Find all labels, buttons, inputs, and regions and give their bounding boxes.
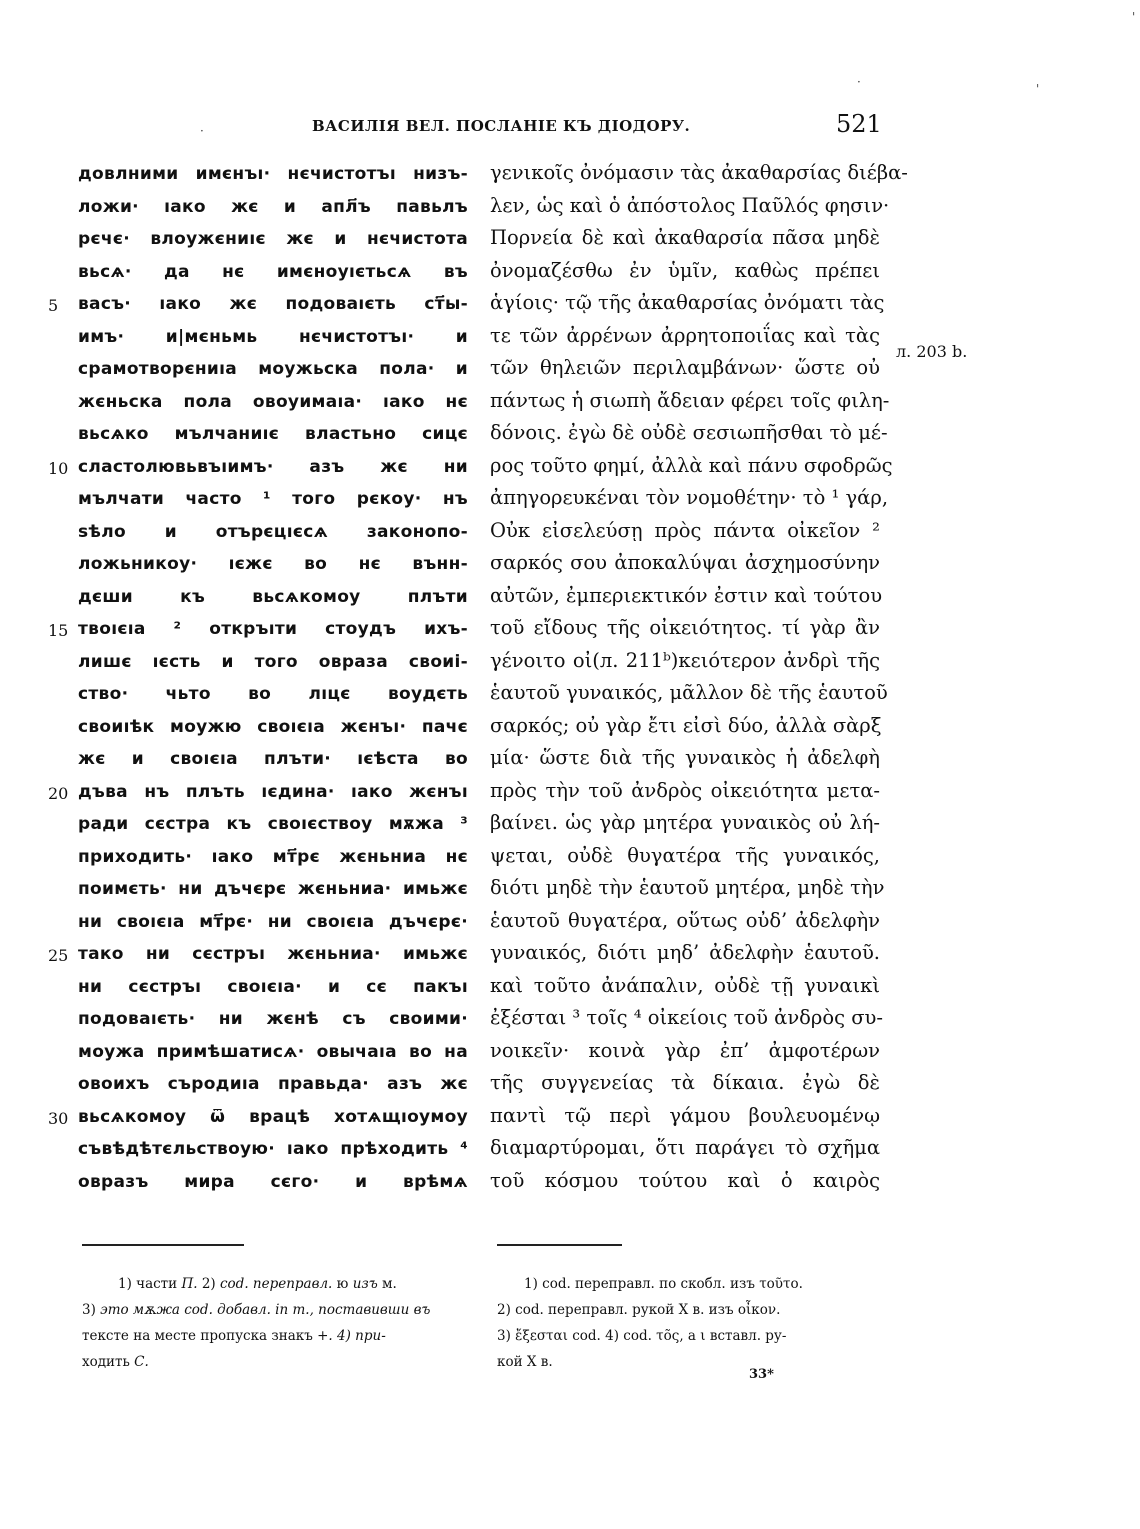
slavonic-line: овразъ мира сєго· и врѣмѧ — [78, 1171, 468, 1192]
greek-line: ἐξέσται ³ τοῖς ⁴ οἰκείοις τοῦ ἀνδρὸς συ- — [490, 1006, 883, 1029]
page-number: 521 — [836, 110, 882, 138]
running-header-title: ВАСИЛІЯ ВЕЛ. ПОСЛАНІЕ КЪ ДІОДОРУ. — [312, 117, 691, 135]
greek-line: πρὸς τὴν τοῦ ἀνδρὸς οἰκειότητα μετα- — [490, 778, 880, 802]
greek-line: Οὐκ εἰσελεύσῃ πρὸς πάντα οἰκεῖον ² — [490, 518, 880, 542]
greek-line: γενικοῖς ὀνόμασιν τὰς ἀκαθαρσίας διέβα- — [490, 161, 908, 184]
slavonic-line: лишє ıєсть и того овраза своиі- — [78, 651, 468, 672]
greek-line: Πορνεία δὲ καὶ ἀκαθαρσία πᾶσα μηδὲ — [490, 226, 880, 249]
slavonic-line: дъва нъ плъть ıєдина· ıако жєнъı — [78, 781, 468, 802]
footnote-rule-left — [82, 1244, 244, 1246]
greek-line: πάντως ἡ σιωπὴ ἄδειαν φέρει τοῖς φιλη- — [490, 388, 890, 412]
footnote-right-line: 3) ἔξεσται cod. 4) cod. τõς, а ι вставл. ру- — [497, 1328, 787, 1344]
greek-line: διαμαρτύρομαι, ὅτι παράγει τὸ σχῆμα — [490, 1136, 880, 1159]
greek-line: παντὶ τῷ περὶ γάμου βουλευομένῳ — [490, 1103, 880, 1127]
slavonic-line: ложи· ıако жє и апл҃ъ павьлъ — [78, 196, 468, 217]
slavonic-line: рєчє· влоужєниıє жє и нєчистота — [78, 229, 468, 249]
greek-line: τῶν θηλειῶν περιλαμβάνων· ὥστε οὐ — [490, 356, 880, 379]
slavonic-line: вьсѧко мълчаниıє властьно сицє — [78, 424, 468, 444]
greek-line: ἀπηγορευκέναι τὸν νομοθέτην· τὸ ¹ γάρ, — [490, 486, 889, 509]
slavonic-line: овоихъ сърoдиıа правьда· азъ жє — [78, 1074, 468, 1094]
greek-line: ρος τοῦτο φημί, ἀλλὰ καὶ πάνυ σφοδρῶς — [490, 453, 893, 477]
footnote-rule-right — [497, 1244, 622, 1246]
greek-line: νοικεῖν· κοινὰ γὰρ ἐπ’ ἀμφοτέρων — [490, 1038, 880, 1062]
line-number: 15 — [48, 621, 69, 640]
slavonic-line: ради сєстра къ своıєствоу мѫжа ³ — [78, 814, 468, 834]
line-number: 30 — [48, 1108, 69, 1128]
slavonic-line: съвѣдѣтєльствоую· ıако прѣходить ⁴ — [78, 1139, 468, 1159]
slavonic-line: твоıєıа ² откръıти стоудъ ихъ- — [78, 619, 468, 639]
line-number: 5 — [48, 296, 59, 315]
greek-line: βαίνει. ὡς γὰρ μητέρα γυναικὸς οὐ λή- — [490, 811, 880, 834]
scan-mark: ' — [1132, 10, 1136, 24]
line-number: 10 — [48, 458, 69, 478]
greek-line: ἑαυτοῦ θυγατέρα, οὕτως οὐδ’ ἀδελφὴν — [490, 908, 880, 932]
slavonic-line: имъ· и|мєньмь нєчистотъı· и — [78, 326, 468, 347]
slavonic-line: жє и своıєıа плъти· ıєѣста во — [78, 749, 468, 769]
greek-line: τε τῶν ἀρρένων ἀρρητοποιΐας καὶ τὰς — [490, 323, 880, 347]
slavonic-line: поимєть· ни дъчєрє жєньниа· имьжє — [78, 879, 468, 899]
slavonic-line: своиıѣк моужю своıєıа жєнъı· пачє — [78, 716, 468, 737]
footnote-left-line: 1) части П. 2) cod. переправл. ю изъ м. — [118, 1276, 397, 1292]
slavonic-line: ни своıєıа мт҃рє· ни своıєıа дъчєрє· — [78, 911, 468, 932]
slavonic-line: ѕѣло и отърєцıєсѧ законопо- — [78, 521, 468, 542]
slavonic-line: довлними имєнъı· нєчистотъı низъ- — [78, 164, 468, 184]
line-number: 20 — [48, 783, 69, 803]
slavonic-line: тако ни сєстръı жєньниа· имьжє — [78, 944, 468, 964]
line-number: 25 — [48, 946, 69, 965]
greek-line: καὶ τοῦτο ἀνάπαλιν, οὐδὲ τῇ γυναικὶ — [490, 973, 880, 997]
slavonic-line: срамотворєниıа моужьска пола· и — [78, 359, 468, 379]
scan-mark: · — [857, 75, 861, 89]
slavonic-line: ство· чьто во лıцє воудєть — [78, 684, 468, 704]
greek-line: γυναικός, διότι μηδ’ ἀδελφὴν ἑαυτοῦ. — [490, 941, 880, 964]
footnote-right-line: кой X в. — [497, 1354, 553, 1370]
greek-line: γένοιτο οἰ(л. 211ᵇ)κειότερον ἀνδρὶ τῆς — [490, 648, 880, 672]
greek-line: αὐτῶν, ἐμπεριεκτικόν ἐστιν καὶ τούτου — [490, 583, 883, 607]
slavonic-line: вьсѧкомоу ѿ врацѣ хотѧщıоумоу — [78, 1106, 468, 1127]
slavonic-line: моужа примѣшатисѧ· овычаıа во на — [78, 1041, 468, 1062]
slavonic-line: дєши къ вьсѧкомоу плъти — [78, 586, 468, 607]
footnote-left-line: ходить С. — [82, 1354, 149, 1370]
greek-line: διότι μηδὲ τὴν ἑαυτοῦ μητέρα, μηδὲ τὴν — [490, 876, 885, 899]
signature-mark: 33* — [749, 1367, 774, 1382]
margin-folio-note: л. 203 b. — [896, 342, 968, 361]
footnote-right-line: 1) cod. переправл. по скобл. изъ τοῦτο. — [524, 1276, 803, 1292]
slavonic-line: мълчати часто ¹ того рєкоу· нъ — [78, 489, 468, 509]
greek-line: μία· ὥστε διὰ τῆς γυναικὸς ἡ ἀδελφὴ — [490, 746, 880, 769]
greek-line: λεν, ὡς καὶ ὁ ἀπόστολος Παῦλός φησιν· — [490, 193, 890, 217]
greek-line: ὀνομαζέσθω ἐν ὑμῖν, καθὼς πρέπει — [490, 258, 880, 282]
slavonic-line: прихoдить· ıако мт҃рє жєньниа нє — [78, 846, 468, 867]
scan-mark: ' — [1036, 82, 1040, 96]
greek-line: σαρκός; οὐ γὰρ ἔτι εἰσὶ δύο, ἀλλὰ σὰρξ — [490, 713, 882, 737]
slavonic-line: сластолювьвъıимъ· азъ жє ни — [78, 456, 468, 477]
greek-line: ἑαυτοῦ γυναικός, μᾶλλον δὲ τῆς ἑαυτοῦ — [490, 681, 888, 704]
slavonic-line: вьсѧ· да нє имєноуıєтьсѧ въ — [78, 261, 468, 282]
greek-line: σαρκός σου ἀποκαλύψαι ἀσχημοσύνην — [490, 551, 880, 574]
slavonic-line: васъ· ıако жє подоваıєть ст҃ы- — [78, 294, 468, 314]
slavonic-line: подоваıєть· ни жєнѣ съ своими· — [78, 1009, 468, 1029]
slavonic-line: жєньска пола овоуимаıа· ıако нє — [78, 391, 468, 412]
greek-line: ψεται, οὐδὲ θυγατέρα τῆς γυναικός, — [490, 843, 880, 867]
slavonic-line: ложьникоу· ıєжє во нє вънн- — [78, 554, 468, 574]
footnote-left-line: тексте на месте пропуска знакъ +. 4) при- — [82, 1328, 386, 1344]
greek-line: τοῦ εἴδους τῆς οἰκειότητος. τί γὰρ ἂν — [490, 616, 880, 639]
slavonic-line: ни сєстръı своıєıа· и сє пакъı — [78, 976, 468, 997]
greek-line: τοῦ κόσμου τούτου καὶ ὁ καιρὸς — [490, 1168, 880, 1192]
greek-line: ἁγίοις· τῷ τῆς ἀκαθαρσίας ὀνόματι τὰς — [490, 291, 885, 314]
footnote-right-line: 2) cod. переправл. рукой X в. изъ οἶκον. — [497, 1302, 781, 1318]
greek-line: τῆς συγγενείας τὰ δίκαια. ἐγὼ δὲ — [490, 1071, 880, 1094]
footnote-left-line: 3) это мѫжа cod. добавл. in m., поставивши въ — [82, 1302, 431, 1318]
scan-mark: · — [200, 124, 204, 138]
greek-line: δόνοις. ἐγὼ δὲ οὐδὲ σεσιωπῆσθαι τὸ μέ- — [490, 421, 888, 444]
